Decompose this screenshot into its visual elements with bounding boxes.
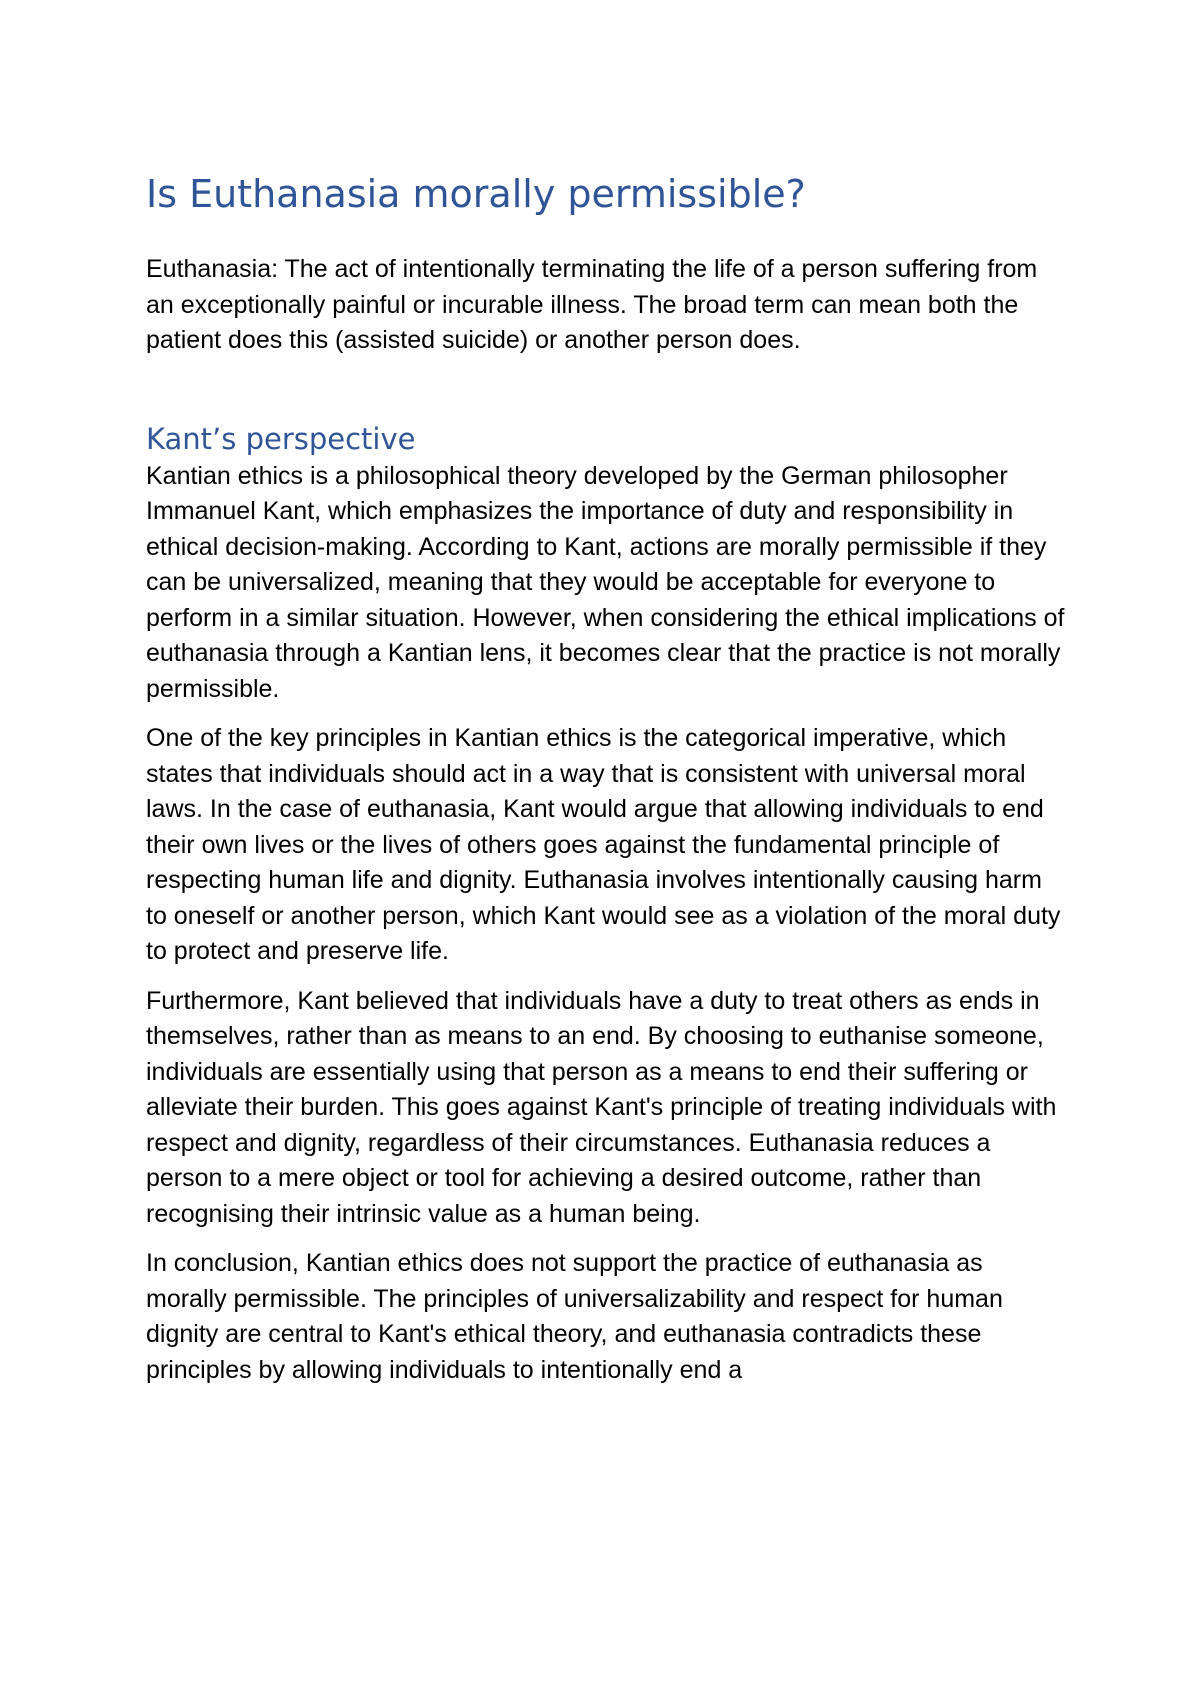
body-paragraph-1: Kantian ethics is a philosophical theory developed by the German philosopher Immanuel Kant, which emphasizes the importance of duty and responsibility in ethical decision-making. According to Kant, actions are morally permissible if they can be universalized, meaning that they would be acceptable for everyone to perform in a similar situation. However, when considering the ethical implications of euthanasia through a Kantian lens, it becomes clear that the practice is not morally permissible. [146, 461, 1065, 703]
definition-paragraph: Euthanasia: The act of intentionally terminating the life of a person suffering from an exceptionally painful or incurable illness. The broad term can mean both the patient does this (assisted suicide) or another person does. [146, 255, 1038, 354]
body-paragraph-3: Furthermore, Kant believed that individuals have a duty to treat others as ends in themselves, rather than as means to an end. By choosing to euthanise someone, individuals are essentially using that person as a means to end their suffering or alleviate their burden. This goes against Kant's principle of treating individuals with respect and dignity, regardless of their circumstances. Euthanasia reduces a person to a mere object or tool for achieving a desired outcome, rather than recognising their intrinsic value as a human being. [146, 986, 1057, 1228]
body-paragraph-2: One of the key principles in Kantian ethics is the categorical imperative, which states that individuals should act in a way that is consistent with universal moral laws. In the case of euthanasia, Kant would argue that allowing individuals to end their own lives or the lives of others goes against the fundamental principle of respecting human life and dignity. Euthanasia involves intentionally causing harm to oneself or another person, which Kant would see as a violation of the moral duty to protect and preserve life. [146, 724, 1061, 965]
document-title: Is Euthanasia morally permissible? [146, 172, 806, 216]
body-paragraph-4: In conclusion, Kantian ethics does not support the practice of euthanasia as morally permissible. The principles of universalizability and respect for human dignity are central to Kant's ethical theory, and euthanasia contradicts these principles by allowing individuals to intentionally end a [146, 1249, 1003, 1384]
document-content [146, 170, 1066, 1402]
section-heading: Kant’s perspective [146, 421, 416, 456]
